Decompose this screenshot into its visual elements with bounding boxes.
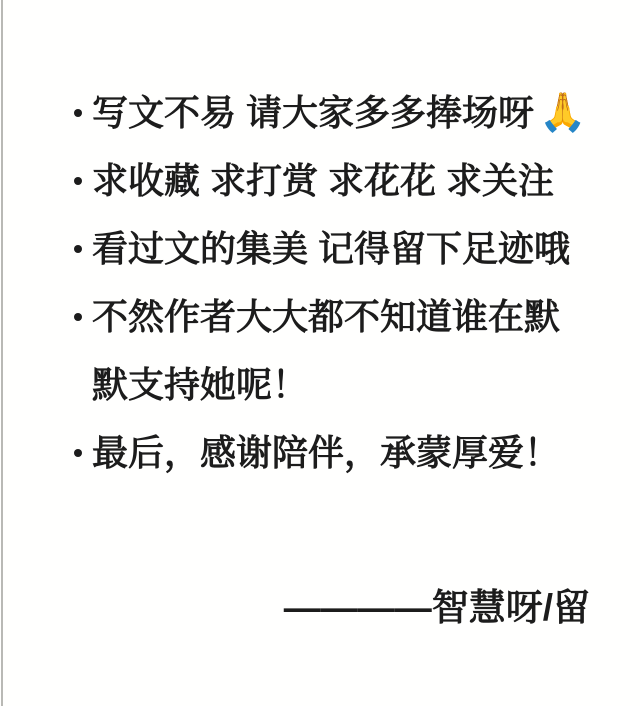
- signature-author: 智慧呀/留: [431, 587, 590, 628]
- signature: [284, 589, 590, 626]
- note-text: 求收藏 求打赏 求花花 求关注: [92, 160, 555, 201]
- bullet-dot: [74, 313, 82, 321]
- list-item: [92, 79, 640, 147]
- page-edge-line: [1, 0, 3, 706]
- list-item: [92, 419, 640, 487]
- note-text: 不然作者大大都不知道谁在默默支持她呢！: [92, 296, 561, 405]
- bullet-dot: [74, 177, 82, 185]
- note-text: 最后，感谢陪伴，承蒙厚爱！: [92, 432, 561, 473]
- note-text: 写文不易 请大家多多捧场呀: [92, 92, 535, 133]
- list-item: [92, 215, 640, 283]
- signature-dashes: ————: [283, 587, 432, 628]
- list-item: [92, 283, 582, 419]
- folded-hands-emoji: 🙏: [539, 92, 587, 134]
- bullet-dot: [74, 245, 82, 253]
- bullet-dot: [74, 449, 82, 457]
- bullet-dot: [74, 109, 82, 117]
- list-item: [92, 147, 640, 215]
- note-text: 看过文的集美 记得留下足迹哦: [92, 228, 571, 269]
